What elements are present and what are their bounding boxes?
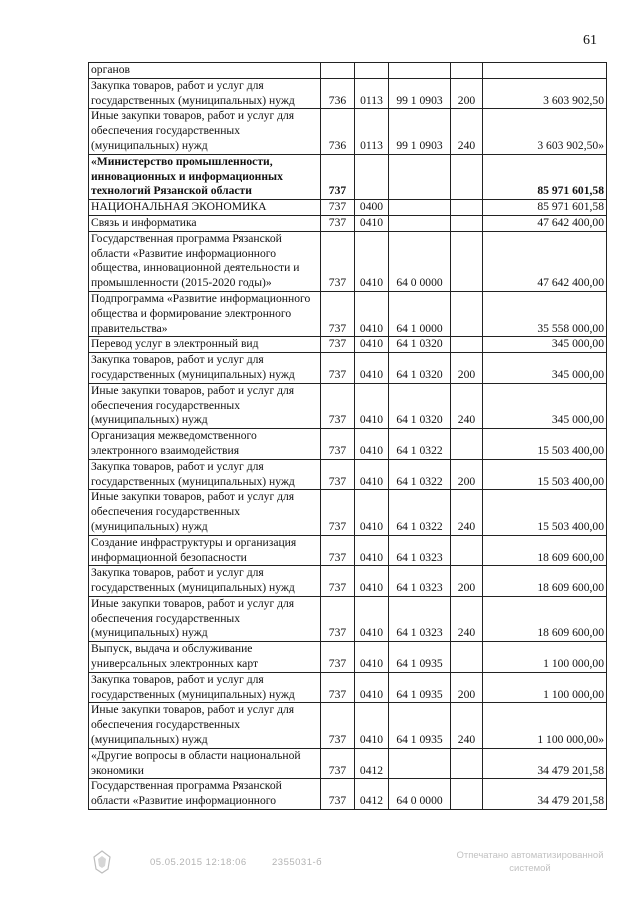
row-section-code: 0410 [355,383,389,428]
row-expense-type [451,63,483,79]
table-row [89,337,607,353]
row-target-article [389,748,451,779]
footer-doc-id: 2355031-б [272,857,323,868]
stamp-line-1: Отпечатано автоматизированной [456,850,604,861]
budget-table [88,62,607,810]
row-amount: 18 609 600,00 [483,566,607,597]
row-name: Закупка товаров, работ и услуг для государственных (муниципальных) нужд [89,459,321,490]
row-section-code: 0113 [355,78,389,109]
row-name: Государственная программа Рязанской области «Развитие информационного [89,779,321,810]
row-expense-type: 200 [451,78,483,109]
row-admin-code: 737 [321,748,355,779]
row-amount: 18 609 600,00 [483,596,607,641]
row-amount: 47 642 400,00 [483,215,607,231]
row-name: Подпрограмма «Развитие информационного общества и формирование электронного правительства» [89,291,321,336]
row-target-article: 64 1 0935 [389,672,451,703]
row-section-code: 0412 [355,779,389,810]
row-name: Закупка товаров, работ и услуг для государственных (муниципальных) нужд [89,353,321,384]
row-name: Государственная программа Рязанской области «Развитие информационного общества, инновационной деятельности и промышленности (2015-2020 годы)» [89,231,321,291]
table-row [89,703,607,748]
row-name: «Другие вопросы в области национальной экономики [89,748,321,779]
row-admin-code: 736 [321,109,355,154]
row-admin-code: 737 [321,215,355,231]
table-row [89,566,607,597]
row-target-article: 64 1 0935 [389,703,451,748]
row-target-article: 64 0 0000 [389,231,451,291]
row-section-code: 0410 [355,642,389,673]
row-amount: 345 000,00 [483,383,607,428]
row-target-article [389,154,451,199]
table-row [89,353,607,384]
row-target-article: 64 1 0320 [389,337,451,353]
row-name: НАЦИОНАЛЬНАЯ ЭКОНОМИКА [89,200,321,216]
row-expense-type: 240 [451,490,483,535]
page-number: 61 [583,33,597,48]
row-name: «Министерство промышленности, инновационных и информационных технологий Рязанской области [89,154,321,199]
table-row [89,672,607,703]
row-name: Создание инфраструктуры и организация информационной безопасности [89,535,321,566]
row-section-code: 0410 [355,703,389,748]
row-target-article: 64 1 0322 [389,429,451,460]
row-admin-code: 737 [321,231,355,291]
row-expense-type: 240 [451,703,483,748]
row-amount: 85 971 601,58 [483,154,607,199]
row-expense-type [451,748,483,779]
row-target-article: 99 1 0903 [389,78,451,109]
row-section-code: 0410 [355,337,389,353]
row-name: Перевод услуг в электронный вид [89,337,321,353]
row-expense-type: 200 [451,672,483,703]
table-row [89,109,607,154]
row-target-article: 99 1 0903 [389,109,451,154]
row-amount: 15 503 400,00 [483,429,607,460]
row-section-code: 0410 [355,291,389,336]
row-name: Закупка товаров, работ и услуг для государственных (муниципальных) нужд [89,672,321,703]
row-expense-type [451,231,483,291]
row-section-code [355,63,389,79]
row-admin-code: 737 [321,337,355,353]
row-admin-code: 737 [321,779,355,810]
row-admin-code: 737 [321,566,355,597]
row-expense-type [451,642,483,673]
table-row [89,429,607,460]
table-row [89,779,607,810]
row-section-code: 0410 [355,490,389,535]
row-name: органов [89,63,321,79]
table-row [89,63,607,79]
page-footer [0,849,640,889]
row-admin-code: 737 [321,429,355,460]
row-expense-type [451,154,483,199]
row-target-article: 64 0 0000 [389,779,451,810]
row-section-code: 0410 [355,353,389,384]
row-admin-code [321,63,355,79]
emblem-icon [90,849,114,875]
row-target-article [389,200,451,216]
row-target-article [389,215,451,231]
row-amount: 34 479 201,58 [483,779,607,810]
table-row [89,459,607,490]
row-admin-code: 737 [321,200,355,216]
row-admin-code: 737 [321,490,355,535]
table-row [89,535,607,566]
budget-table-body [89,63,607,810]
row-section-code: 0410 [355,535,389,566]
row-expense-type [451,200,483,216]
table-row [89,383,607,428]
row-section-code: 0410 [355,566,389,597]
row-amount: 18 609 600,00 [483,535,607,566]
table-row [89,231,607,291]
row-amount: 15 503 400,00 [483,459,607,490]
row-amount: 1 100 000,00» [483,703,607,748]
row-section-code: 0410 [355,231,389,291]
table-row [89,642,607,673]
row-amount: 35 558 000,00 [483,291,607,336]
row-amount: 47 642 400,00 [483,231,607,291]
row-expense-type: 200 [451,459,483,490]
footer-timestamp: 05.05.2015 12:18:06 [150,857,247,868]
row-expense-type: 240 [451,596,483,641]
row-admin-code: 737 [321,672,355,703]
table-row [89,291,607,336]
table-row [89,215,607,231]
row-admin-code: 737 [321,535,355,566]
row-target-article: 64 1 0320 [389,353,451,384]
row-name: Иные закупки товаров, работ и услуг для обеспечения государственных (муниципальных) нужд [89,383,321,428]
row-expense-type: 240 [451,109,483,154]
table-row [89,78,607,109]
row-section-code: 0400 [355,200,389,216]
row-name: Иные закупки товаров, работ и услуг для обеспечения государственных (муниципальных) нужд [89,596,321,641]
row-section-code: 0410 [355,672,389,703]
row-expense-type [451,429,483,460]
row-amount [483,63,607,79]
table-row [89,596,607,641]
row-amount: 34 479 201,58 [483,748,607,779]
stamp [450,849,610,875]
row-name: Выпуск, выдача и обслуживание универсальных электронных карт [89,642,321,673]
row-admin-code: 737 [321,459,355,490]
row-expense-type: 200 [451,353,483,384]
row-target-article: 64 1 0322 [389,490,451,535]
table-row [89,154,607,199]
row-admin-code: 737 [321,642,355,673]
table-row [89,200,607,216]
row-amount: 85 971 601,58 [483,200,607,216]
row-target-article: 64 1 0000 [389,291,451,336]
row-name: Закупка товаров, работ и услуг для государственных (муниципальных) нужд [89,566,321,597]
row-target-article: 64 1 0935 [389,642,451,673]
table-row [89,748,607,779]
row-section-code: 0410 [355,459,389,490]
row-expense-type [451,535,483,566]
row-amount: 345 000,00 [483,337,607,353]
row-section-code: 0412 [355,748,389,779]
row-section-code: 0410 [355,596,389,641]
row-admin-code: 737 [321,154,355,199]
row-expense-type: 200 [451,566,483,597]
row-name: Организация межведомственного электронного взаимодействия [89,429,321,460]
row-section-code: 0410 [355,429,389,460]
stamp-line-2: системой [509,863,551,874]
row-expense-type [451,291,483,336]
row-section-code [355,154,389,199]
row-target-article: 64 1 0323 [389,596,451,641]
row-admin-code: 737 [321,383,355,428]
row-amount: 345 000,00 [483,353,607,384]
row-admin-code: 737 [321,291,355,336]
row-admin-code: 737 [321,596,355,641]
row-target-article: 64 1 0323 [389,535,451,566]
row-section-code: 0410 [355,215,389,231]
row-admin-code: 736 [321,78,355,109]
row-target-article [389,63,451,79]
row-expense-type [451,779,483,810]
row-expense-type [451,215,483,231]
row-name: Закупка товаров, работ и услуг для государственных (муниципальных) нужд [89,78,321,109]
row-target-article: 64 1 0322 [389,459,451,490]
row-expense-type [451,337,483,353]
row-name: Связь и информатика [89,215,321,231]
row-name: Иные закупки товаров, работ и услуг для обеспечения государственных (муниципальных) нужд [89,109,321,154]
row-target-article: 64 1 0323 [389,566,451,597]
row-admin-code: 737 [321,703,355,748]
row-section-code: 0113 [355,109,389,154]
row-expense-type: 240 [451,383,483,428]
table-row [89,490,607,535]
row-amount: 3 603 902,50 [483,78,607,109]
row-amount: 1 100 000,00 [483,672,607,703]
row-amount: 15 503 400,00 [483,490,607,535]
row-amount: 1 100 000,00 [483,642,607,673]
row-target-article: 64 1 0320 [389,383,451,428]
row-name: Иные закупки товаров, работ и услуг для обеспечения государственных (муниципальных) нужд [89,703,321,748]
row-amount: 3 603 902,50» [483,109,607,154]
row-name: Иные закупки товаров, работ и услуг для обеспечения государственных (муниципальных) нужд [89,490,321,535]
row-admin-code: 737 [321,353,355,384]
